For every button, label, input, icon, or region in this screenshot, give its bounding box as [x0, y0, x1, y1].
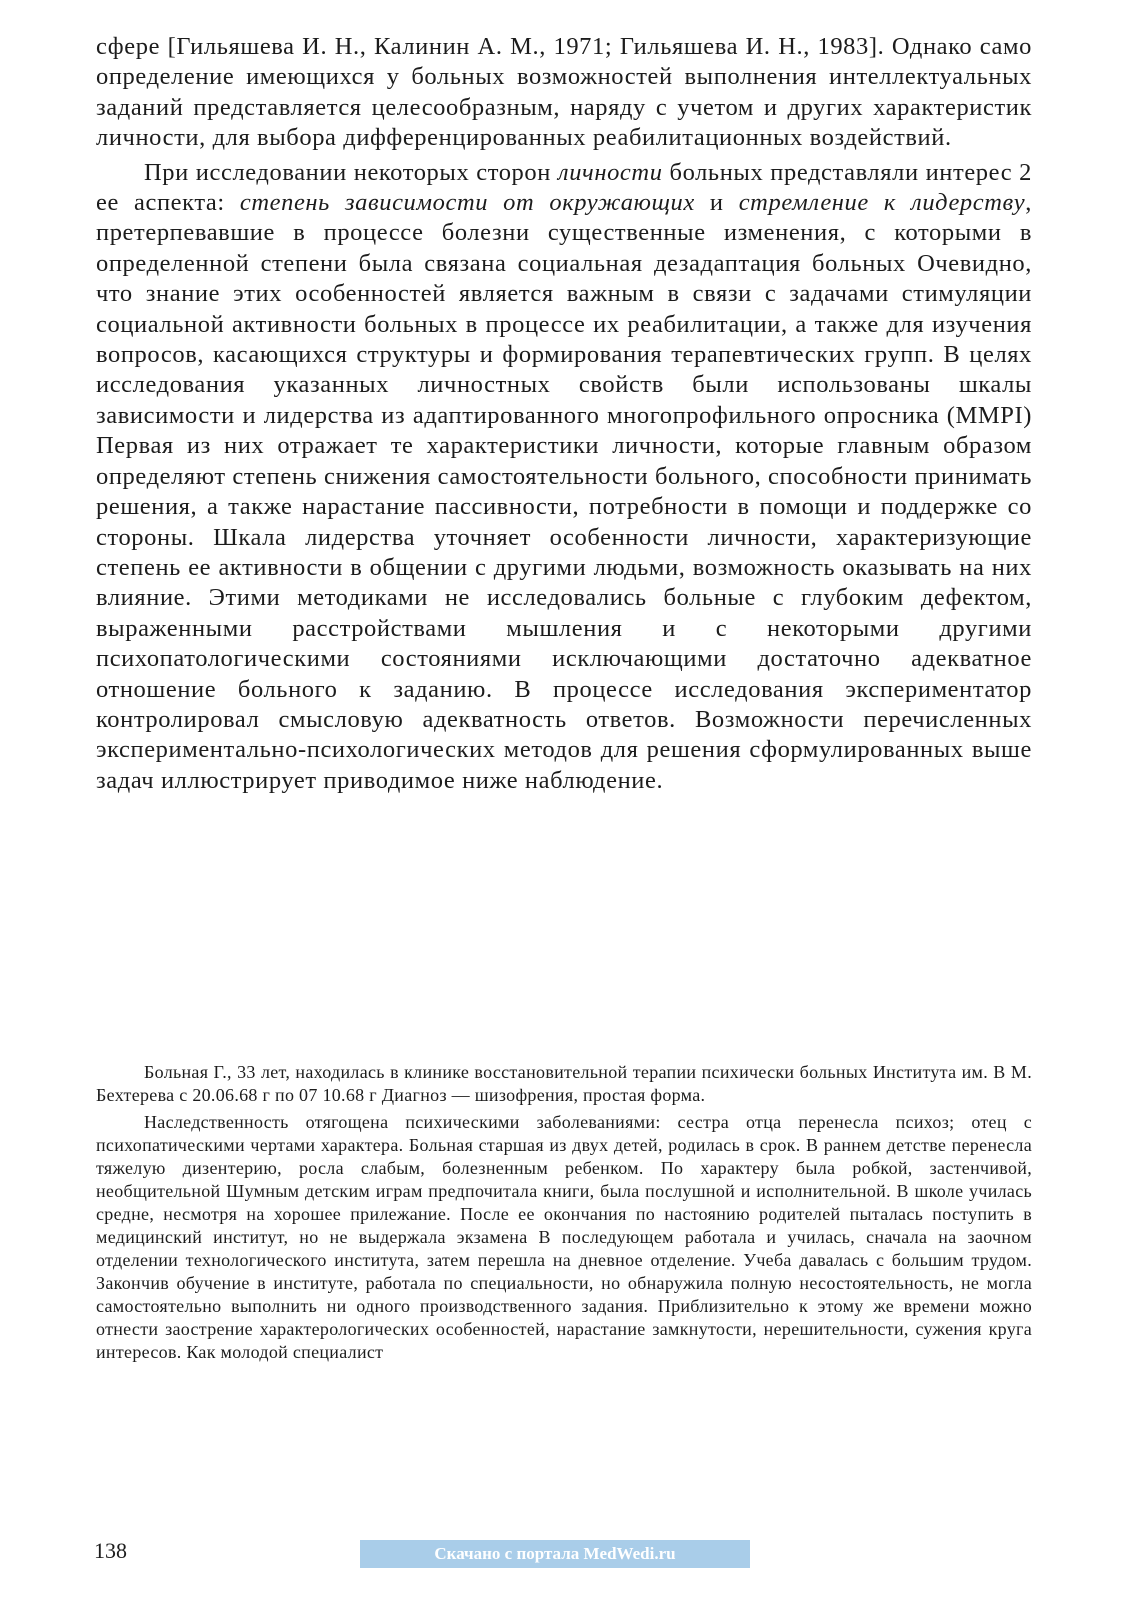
main-text	[96, 32, 1032, 796]
case-history: Наследственность отягощена психическими заболеваниями: сестра отца перенесла психоз; отец с психопатическими чертами характера. Больная старшая из двух детей, родилась в срок. В раннем детстве перенесла тяжелую дизентерию, росла слабым, болезненным ребенком. По характеру была робкой, застенчивой, необщительной Шумным детским играм предпочитала книги, была послушной и исполнительной. В школе училась средне, несмотря на хорошее прилежание. После ее окончания по настоянию родителей пыталась поступить в медицинский институт, но не выдержала экзамена В последующем работала и училась, сначала на заочном отделении технологического института, затем перешла на дневное отделение. Учеба давалась с большим трудом. Закончив обучение в институте, работала по специальности, но обнаружила полную несостоятельность, не могла самостоятельно выполнить ни одного производственного задания. Приблизительно к этому же времени можно отнести заострение характерологических особенностей, нарастание замкнутости, нерешительности, сужения круга интересов. Как молодой специалист	[96, 1112, 1032, 1362]
text-run: больных представляли интерес 2 ее аспекта:	[96, 158, 1033, 217]
italic-term: стремление к лидерству	[738, 189, 1026, 217]
italic-term: степень зависимости от окружающих	[239, 189, 695, 217]
case-study	[96, 1061, 1032, 1364]
paragraph-1	[96, 32, 1032, 154]
page-number: 138	[94, 1538, 127, 1563]
text-run: При исследовании некоторых сторон	[144, 158, 558, 186]
italic-term: личности	[557, 158, 663, 186]
text-run: сфере [Гильяшева И. Н., Калинин А. М., 1971; Гильяшева И. Н., 1983]. Однако само определение имеющихся у больных возможностей выполнения интеллектуальных заданий представляется целесообразным, наряду с учетом и других характеристик личности, для выбора дифференцированных реабилитационных воздействий.	[96, 33, 1032, 152]
paragraph-2	[96, 158, 1032, 797]
text-run: и	[694, 189, 739, 217]
watermark-banner[interactable]: Скачано с портала MedWedi.ru	[360, 1540, 750, 1568]
text-run: , претерпевавшие в процессе болезни существенные изменения, с которыми в определенной степени была связана социальная дезадаптация больных Очевидно, что знание этих особенностей является важным в связи с задачами стимуляции социальной активности больных в процессе их реабилитации, а также для изучения вопросов, касающихся структуры и формирования терапевтических групп. В целях исследования указанных личностных свойств были использованы шкалы зависимости и лидерства из адаптированного многопрофильного опросника (MMPI) Первая из них отражает те характеристики личности, которые главным образом определяют степень снижения самостоятельности больного, способности принимать решения, а также нарастание пассивности, потребности в помощи и поддержке со стороны. Шкала лидерства уточняет особенности личности, характеризующие степень ее активности в общении с другими людьми, возможность оказывать на них влияние. Этими методиками не исследовались больные с глубоким дефектом, выраженными расстройствами мышления и с некоторыми другими психопатологическими состояниями исключающими достаточно адекватное отношение больного к заданию. В процессе исследования экспериментатор контролировал смысловую адекватность ответов. Возможности перечисленных экспериментально-психологических методов для решения сформулированных выше задач иллюстрирует приводимое ниже наблюдение.	[96, 189, 1033, 794]
case-intro: Больная Г., 33 лет, находилась в клинике восстановительной терапии психически больных Института им. В М. Бехтерева с 20.06.68 г по 07 10.68 г Диагноз — шизофрения, простая форма.	[96, 1062, 1032, 1105]
